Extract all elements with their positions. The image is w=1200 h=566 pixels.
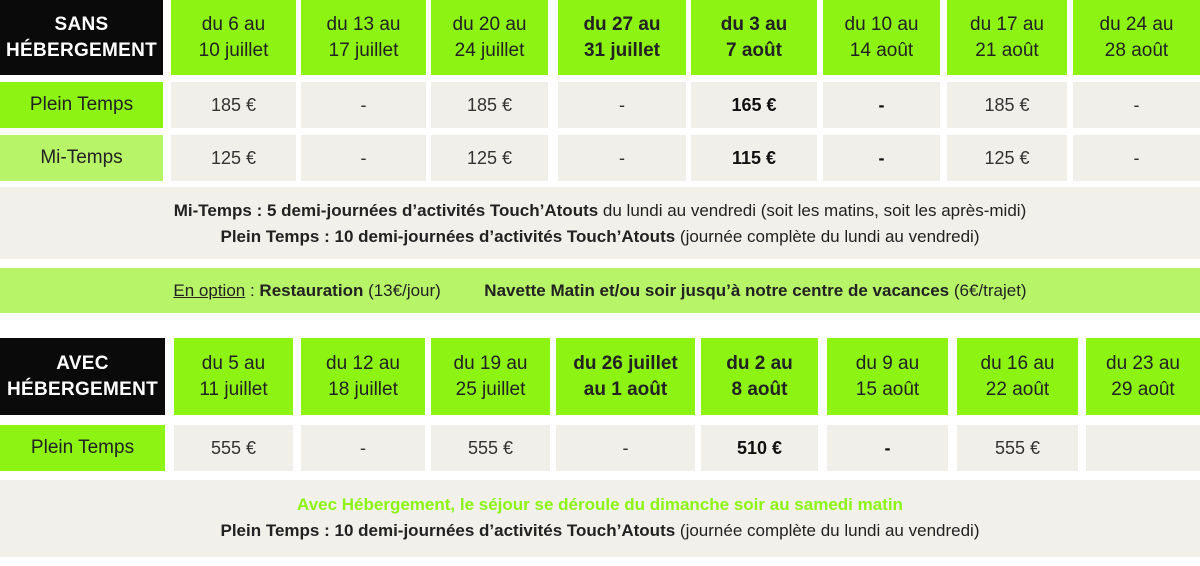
sans-row-label-2: Mi-Temps <box>0 135 163 181</box>
info-band-avec <box>0 480 1200 557</box>
week-date-end: 18 juillet <box>328 378 398 400</box>
week-date-end: 25 juillet <box>455 378 526 400</box>
sans-week-header-5 <box>691 0 817 75</box>
avec-week-header-3 <box>431 338 550 415</box>
week-date-start: du 24 au <box>1099 13 1174 35</box>
avec-week-header-6 <box>827 338 948 415</box>
week-date-end: 15 août <box>855 378 920 400</box>
week-date-end: 29 août <box>1111 378 1175 400</box>
sans-price-cell: - <box>558 135 686 181</box>
week-date-end: 7 août <box>726 39 782 61</box>
sans-price-cell: - <box>301 135 426 181</box>
avec-price-cell: - <box>827 425 948 471</box>
sans-price-cell: 125 € <box>947 135 1067 181</box>
sans-week-header-4 <box>558 0 686 75</box>
week-date-end: 22 août <box>985 378 1050 400</box>
sans-price-cell: 185 € <box>171 82 296 128</box>
sans-week-header-3 <box>431 0 548 75</box>
sans-price-cell: 125 € <box>431 135 548 181</box>
week-date-end: au 1 août <box>583 378 668 400</box>
sans-price-cell: - <box>1073 82 1200 128</box>
info-band-sans <box>0 187 1200 259</box>
sans-week-header-2 <box>301 0 426 75</box>
week-date-start: du 23 au <box>1106 352 1180 374</box>
sans-week-header-7 <box>947 0 1067 75</box>
avec-week-header-4 <box>556 338 695 415</box>
avec-week-header-7 <box>957 338 1078 415</box>
week-date-start: du 5 au <box>201 352 266 374</box>
week-date-start: du 17 au <box>970 13 1044 35</box>
week-date-start: du 16 au <box>980 352 1055 374</box>
sans-price-cell: 185 € <box>431 82 548 128</box>
sans-price-cell: - <box>823 135 940 181</box>
restauration-price: (13€/jour) <box>363 281 441 300</box>
week-date-start: du 13 au <box>326 13 401 35</box>
avec-week-header-8 <box>1086 338 1200 415</box>
option-label: En option <box>173 281 246 300</box>
avec-price-cell: 555 € <box>431 425 550 471</box>
hebergement-schedule-note: Avec Hébergement, le séjour se déroule du dimanche soir au samedi matin <box>297 495 903 514</box>
sans-price-cell: - <box>1073 135 1200 181</box>
avec-price-cell: - <box>556 425 695 471</box>
week-date-end: 28 août <box>1104 39 1169 61</box>
avec-title-line2: HÉBERGEMENT <box>6 378 159 400</box>
avec-price-cell: 510 € <box>701 425 818 471</box>
navette-price: (6€/trajet) <box>949 281 1027 300</box>
week-date-start: du 2 au <box>726 352 793 374</box>
week-date-end: 8 août <box>731 378 788 400</box>
week-date-start: du 12 au <box>326 352 400 374</box>
restauration-label: Restauration <box>259 281 364 300</box>
sans-price-cell: - <box>558 82 686 128</box>
week-date-end: 11 juillet <box>199 378 268 400</box>
week-date-start: du 19 au <box>453 352 528 374</box>
week-date-end: 24 juillet <box>454 39 525 61</box>
sans-week-header-8 <box>1073 0 1200 75</box>
avec-price-cell: - <box>301 425 425 471</box>
week-date-start: du 10 au <box>844 13 919 35</box>
avec-week-header-2 <box>301 338 425 415</box>
sans-price-cell: 165 € <box>691 82 817 128</box>
avec-week-header-1 <box>174 338 293 415</box>
sans-row-label-1: Plein Temps <box>0 82 163 128</box>
week-date-end: 14 août <box>849 39 914 61</box>
week-date-start: du 3 au <box>720 13 788 35</box>
sans-price-cell: 125 € <box>171 135 296 181</box>
avec-row-label-1: Plein Temps <box>0 425 165 471</box>
sans-title-line2: HÉBERGEMENT <box>5 39 158 61</box>
avec-price-cell: 555 € <box>957 425 1078 471</box>
sans-price-cell: - <box>823 82 940 128</box>
avec-title-line1: AVEC <box>56 352 109 374</box>
week-date-start: du 26 juillet <box>573 352 678 374</box>
week-date-start: du 6 au <box>201 13 266 35</box>
avec-hebergement-header <box>0 338 165 415</box>
mi-temps-description: Mi-Temps : 5 demi-journées d’activités Touch’Atouts du lundi au vendredi (soit les matins, soit les après-midi) <box>173 201 1027 220</box>
option-band: En option : Restauration (13€/jour) Navette Matin et/ou soir jusqu’à notre centre de vacances (6€/trajet) <box>0 268 1200 313</box>
plein-temps-description-avec: Plein Temps : 10 demi-journées d’activités Touch’Atouts (journée complète du lundi au vendredi) <box>220 521 980 540</box>
avec-price-cell: 555 € <box>174 425 293 471</box>
week-date-start: du 9 au <box>855 352 920 374</box>
week-date-start: du 27 au <box>583 13 661 35</box>
sans-price-cell: - <box>301 82 426 128</box>
week-date-end: 17 juillet <box>328 39 399 61</box>
sans-hebergement-header <box>0 0 163 75</box>
sans-week-header-6 <box>823 0 940 75</box>
sans-week-header-1 <box>171 0 296 75</box>
avec-week-header-5 <box>701 338 818 415</box>
week-date-start: du 20 au <box>452 13 527 35</box>
plein-temps-description: Plein Temps : 10 demi-journées d’activités Touch’Atouts (journée complète du lundi au vendredi) <box>220 227 980 246</box>
sans-price-cell: 185 € <box>947 82 1067 128</box>
sans-title-line1: SANS <box>54 13 109 35</box>
navette-label: Navette Matin et/ou soir jusqu’à notre centre de vacances <box>484 281 950 300</box>
avec-price-cell <box>1086 425 1200 471</box>
sans-price-cell: 115 € <box>691 135 817 181</box>
week-date-end: 10 juillet <box>198 39 269 61</box>
week-date-end: 31 juillet <box>583 39 661 61</box>
week-date-end: 21 août <box>975 39 1039 61</box>
